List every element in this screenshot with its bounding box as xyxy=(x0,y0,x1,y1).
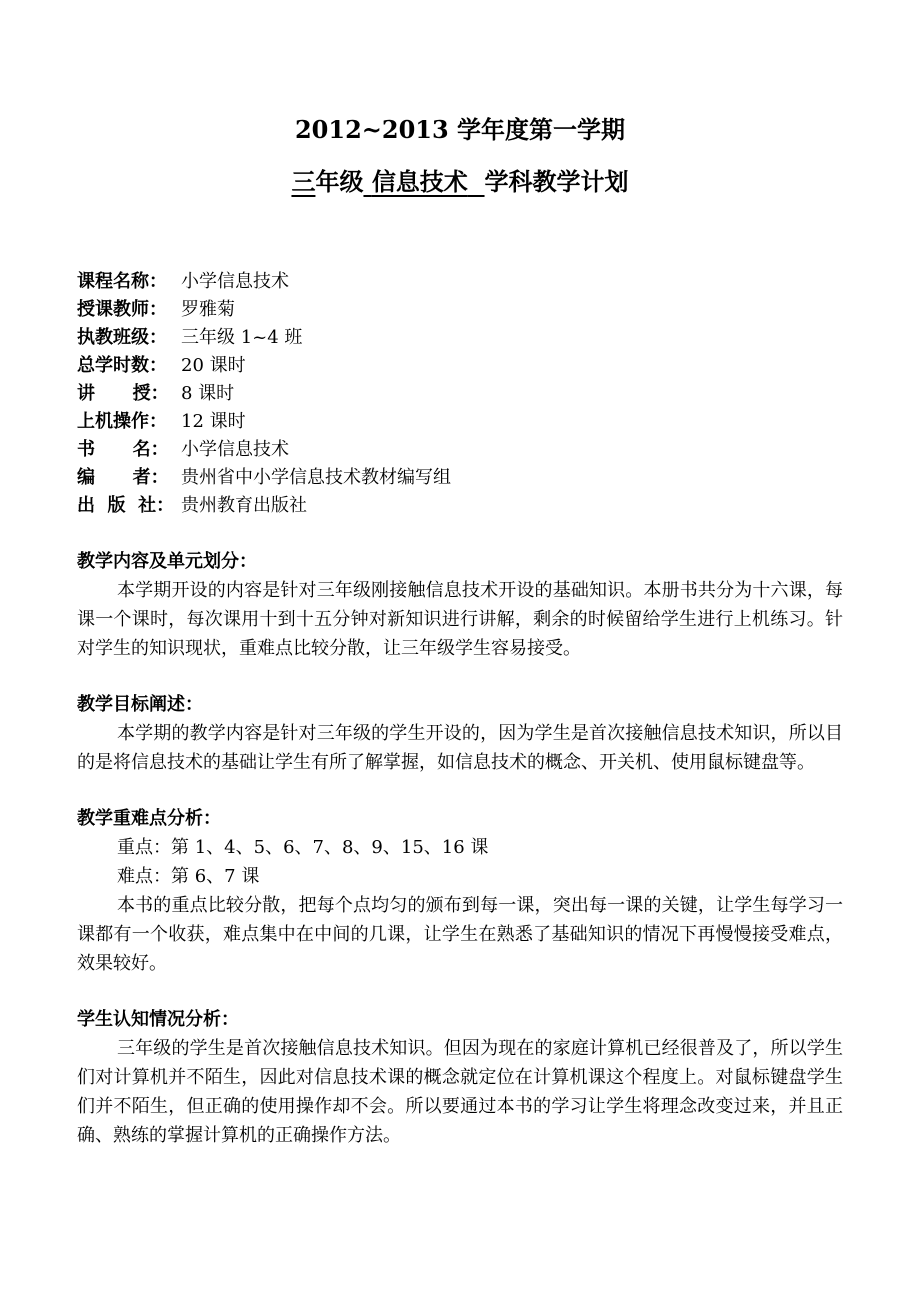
plan-sections xyxy=(77,548,843,1150)
info-value: 小学信息技术 xyxy=(181,439,289,460)
info-value: 8 课时 xyxy=(181,383,235,404)
title-suffix: 学科教学计划 xyxy=(484,167,629,196)
info-key: 课程名称： xyxy=(77,271,167,292)
info-key: 讲 授： xyxy=(77,383,169,404)
info-row-editor xyxy=(77,464,451,492)
info-key: 授课教师： xyxy=(77,299,167,320)
info-value: 20 课时 xyxy=(181,355,246,376)
info-row-total-hours xyxy=(77,352,451,380)
info-key: 执教班级： xyxy=(77,327,167,348)
info-value: 12 课时 xyxy=(181,411,246,432)
info-value: 贵州省中小学信息技术教材编写组 xyxy=(181,467,451,488)
title-grade-suffix: 年级 xyxy=(315,167,364,196)
info-value: 小学信息技术 xyxy=(181,271,289,292)
info-key: 上机操作： xyxy=(77,411,167,432)
section-heading: 教学内容及单元划分： xyxy=(77,551,257,572)
section-paragraph: 本学期开设的内容是针对三年级刚接触信息技术开设的基础知识。本册书共分为十六课，每课一个课时，每次课用十到十五分钟对新知识进行讲解，剩余的时候留给学生进行上机练习。针对学生的知识现状，重难点比较分散，让三年级学生容易接受。 xyxy=(77,580,843,659)
section-goals xyxy=(77,691,843,777)
section-heading: 教学目标阐述： xyxy=(77,694,203,715)
key-points-difficulty: 难点：第 6、7 课 xyxy=(117,866,260,887)
info-key: 总学时数： xyxy=(77,355,167,376)
key-points-focus: 重点：第 1、4、5、6、7、8、9、15、16 课 xyxy=(117,837,489,858)
section-heading: 教学重难点分析： xyxy=(77,808,221,829)
document-title-term: 2012~2013 学年度第一学期 xyxy=(294,115,626,144)
info-key: 出 版 社： xyxy=(77,495,175,516)
info-row-lab xyxy=(77,408,451,436)
section-heading: 学生认知情况分析： xyxy=(77,1009,239,1030)
title-subject: 信息技术 xyxy=(371,167,468,196)
info-key: 书 名： xyxy=(77,439,169,460)
info-row-publisher xyxy=(77,492,451,520)
title-grade: 三 xyxy=(291,167,316,196)
section-content xyxy=(77,548,843,663)
section-paragraph: 三年级的学生是首次接触信息技术知识。但因为现在的家庭计算机已经很普及了，所以学生们对计算机并不陌生，因此对信息技术课的概念就定位在计算机课这个程度上。对鼠标键盘学生们并不陌生，但正确的使用操作却不会。所以要通过本书的学习让学生将理念改变过来，并且正确、熟练的掌握计算机的正确操作方法。 xyxy=(77,1038,843,1146)
info-row-lecture xyxy=(77,380,451,408)
section-paragraph: 本书的重点比较分散，把每个点均匀的颁布到每一课，突出每一课的关键，让学生每学习一课都有一个收获，难点集中在中间的几课，让学生在熟悉了基础知识的情况下再慢慢接受难点，效果较好。 xyxy=(77,895,843,974)
info-key: 编 者： xyxy=(77,467,169,488)
info-row-course-name xyxy=(77,268,451,296)
info-row-classes xyxy=(77,324,451,352)
info-row-book xyxy=(77,436,451,464)
course-info-list xyxy=(77,268,451,520)
section-students xyxy=(77,1006,843,1150)
info-value: 三年级 1~4 班 xyxy=(181,327,303,348)
section-key-points xyxy=(77,805,843,978)
info-row-teacher xyxy=(77,296,451,324)
info-value: 贵州教育出版社 xyxy=(181,495,307,516)
info-value: 罗雅菊 xyxy=(181,299,235,320)
section-paragraph: 本学期的教学内容是针对三年级的学生开设的，因为学生是首次接触信息技术知识，所以目的是将信息技术的基础让学生有所了解掌握，如信息技术的概念、开关机、使用鼠标键盘等。 xyxy=(77,723,843,773)
document-title-plan xyxy=(0,164,920,200)
